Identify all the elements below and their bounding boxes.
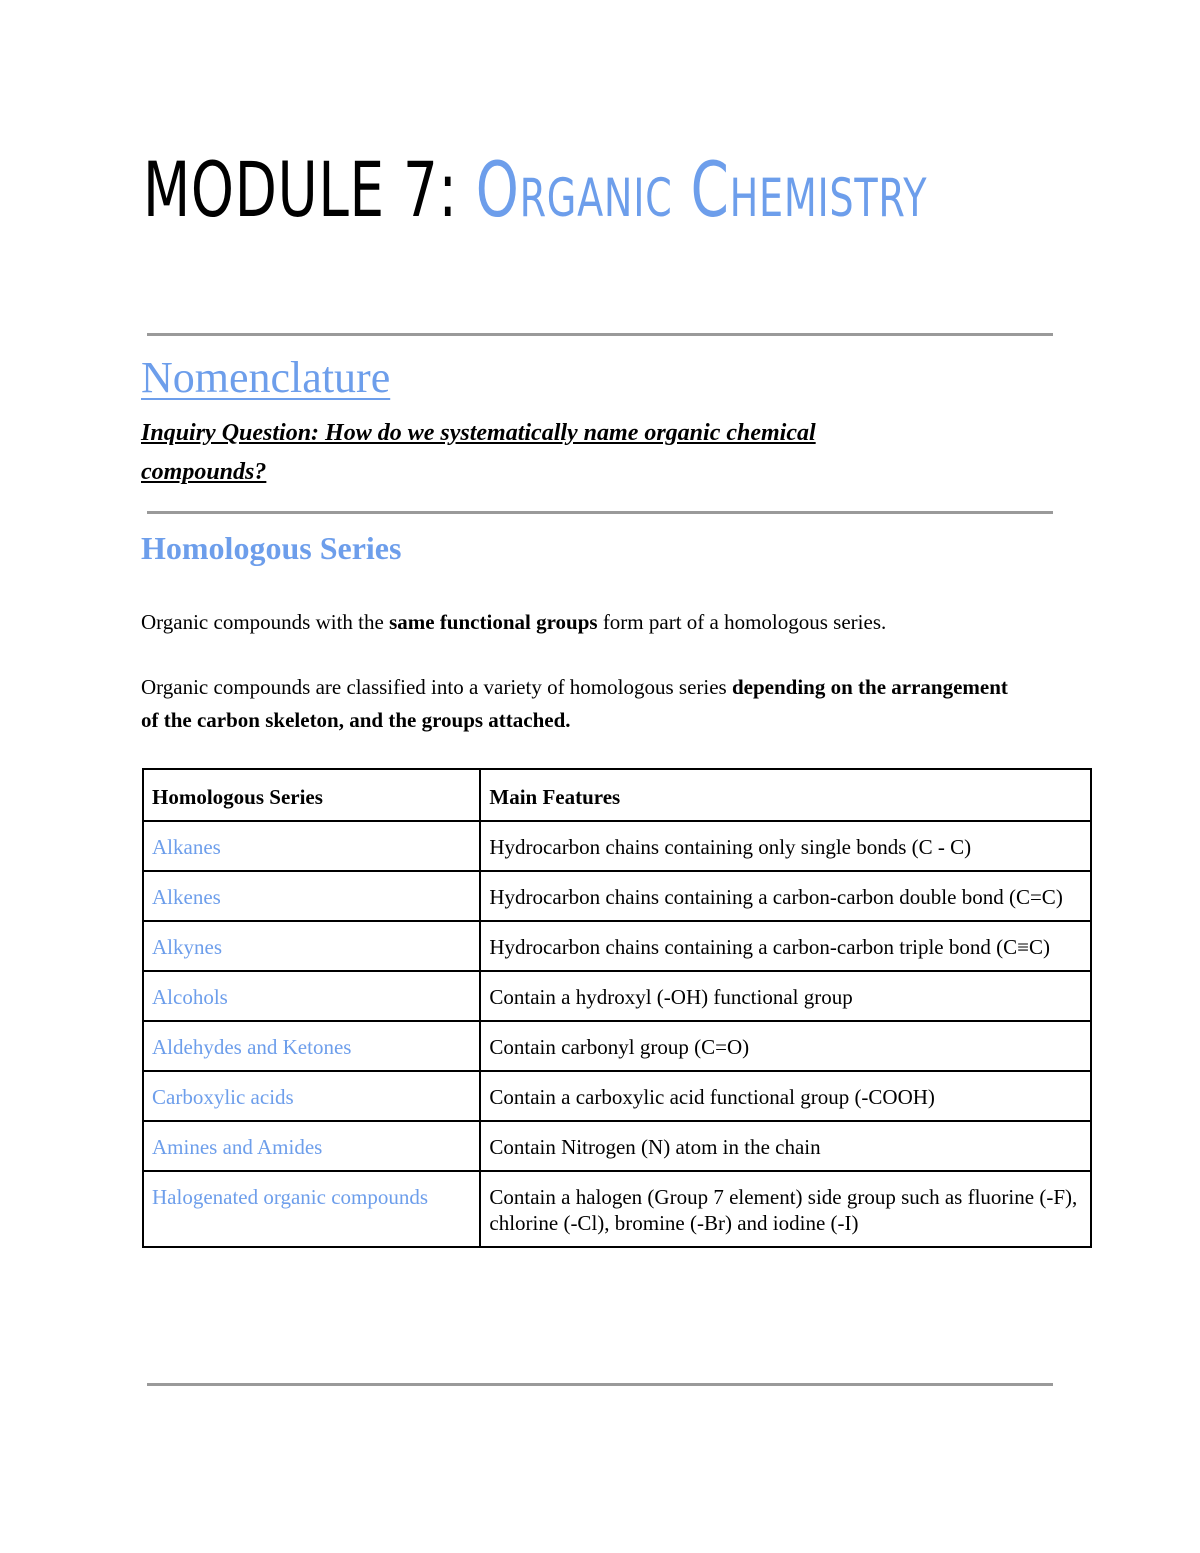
inquiry-question: Inquiry Question: How do we systematically name organic chemical compounds? (141, 420, 816, 485)
table-header-row (143, 769, 1091, 821)
para1-text-before: Organic compounds with the (141, 610, 390, 634)
table-row (143, 971, 1091, 1021)
series-name-cell: Halogenated organic compounds (143, 1171, 480, 1247)
table-row (143, 1071, 1091, 1121)
table-header-series: Homologous Series (143, 769, 480, 821)
module-topic: Organic Chemistry (475, 145, 928, 234)
features-cell: Hydrocarbon chains containing a carbon-carbon double bond (C=C) (480, 871, 1091, 921)
para2-text-bold: depending on the arrangement of the carbon skeleton, and the groups attached. (141, 675, 1008, 732)
subsection-heading: Homologous Series (141, 530, 402, 566)
series-name-cell: Alcohols (143, 971, 480, 1021)
horizontal-rule-top (147, 333, 1053, 336)
table-row (143, 921, 1091, 971)
table-header-features: Main Features (480, 769, 1091, 821)
features-cell: Contain a hydroxyl (-OH) functional group (480, 971, 1091, 1021)
table-row (143, 1171, 1091, 1247)
horizontal-rule-middle (147, 511, 1053, 514)
horizontal-rule-bottom (147, 1383, 1053, 1386)
para1-text-bold: same functional groups (389, 610, 598, 634)
module-title (143, 145, 928, 234)
paragraph-functional-groups (141, 606, 1021, 639)
table-row (143, 821, 1091, 871)
series-name-cell: Alkenes (143, 871, 480, 921)
table-row (143, 1021, 1091, 1071)
series-name-cell: Alkynes (143, 921, 480, 971)
features-cell: Contain a halogen (Group 7 element) side group such as fluorine (-F), chlorine (-Cl), bromine (-Br) and iodine (-I) (480, 1171, 1091, 1247)
homologous-series-table (142, 768, 1092, 1248)
module-label: MODULE 7: (143, 145, 458, 234)
features-cell: Hydrocarbon chains containing a carbon-carbon triple bond (C≡C) (480, 921, 1091, 971)
series-name-cell: Aldehydes and Ketones (143, 1021, 480, 1071)
features-cell: Contain carbonyl group (C=O) (480, 1021, 1091, 1071)
para2-text-before: Organic compounds are classified into a variety of homologous series (141, 675, 732, 699)
features-cell: Contain Nitrogen (N) atom in the chain (480, 1121, 1091, 1171)
series-name-cell: Alkanes (143, 821, 480, 871)
table-row (143, 871, 1091, 921)
series-name-cell: Amines and Amides (143, 1121, 480, 1171)
paragraph-classification (141, 671, 1021, 737)
series-name-cell: Carboxylic acids (143, 1071, 480, 1121)
table-row (143, 1121, 1091, 1171)
features-cell: Hydrocarbon chains containing only single bonds (C - C) (480, 821, 1091, 871)
features-cell: Contain a carboxylic acid functional group (-COOH) (480, 1071, 1091, 1121)
section-heading: Nomenclature (141, 353, 391, 402)
para1-text-after: form part of a homologous series. (597, 610, 887, 634)
